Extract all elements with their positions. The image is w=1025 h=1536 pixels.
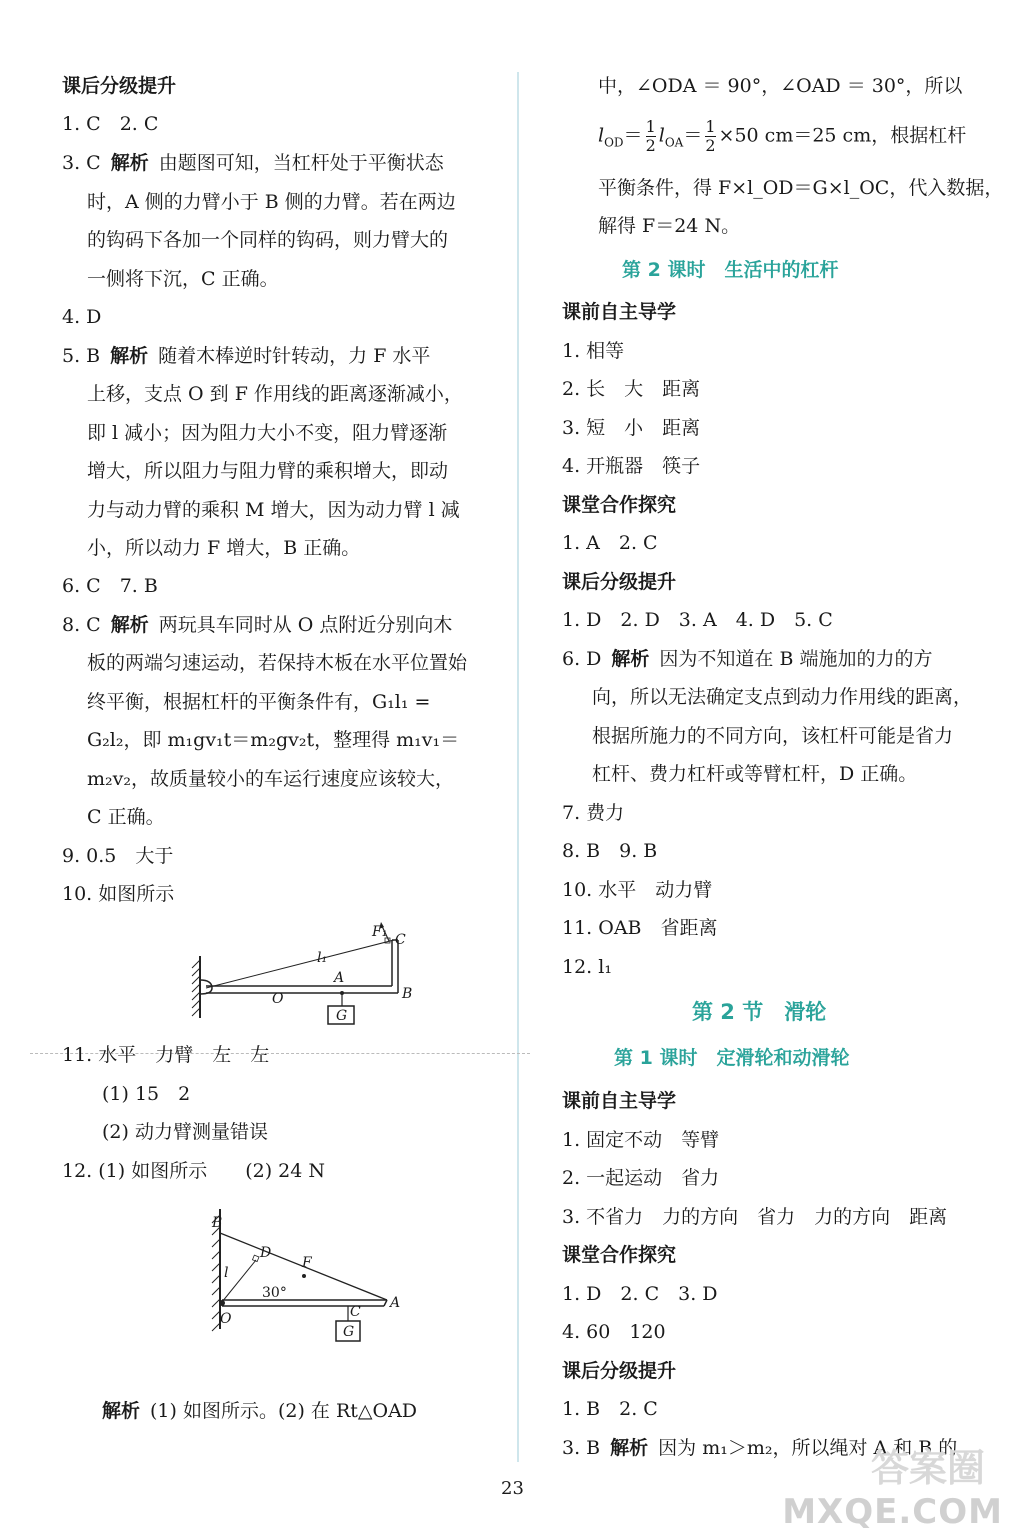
answer-text: 一侧将下沉，C 正确。: [87, 268, 279, 290]
label-A: A: [390, 1295, 401, 1311]
answer-text: 平衡条件，得 F×l_OD＝G×l_OC，代入数据，: [598, 177, 1004, 199]
lever-figure: [182, 918, 422, 1030]
answer-line: 1. 相等: [562, 340, 625, 362]
section-heading: 课前自主导学: [562, 301, 677, 323]
label-D: D: [260, 1245, 272, 1261]
section-heading: 课后分级提升: [562, 571, 677, 593]
lesson-title: 第 2 课时 生活中的杠杆: [622, 259, 839, 281]
answer-12-explanation: 解析 (1) 如图所示。(2) 在 Rt△OAD: [102, 1400, 418, 1422]
answer-text: 上移，支点 O 到 F 作用线的距离逐渐减小，: [87, 383, 463, 405]
answer-text: 板的两端匀速运动，若保持木板在水平位置始: [87, 652, 468, 674]
answer-11-1: (1) 15 2: [102, 1083, 191, 1105]
label-F: F: [302, 1255, 312, 1271]
label-C: C: [395, 932, 406, 948]
answer-line: 6. C 7. B: [62, 575, 158, 597]
label-O: O: [272, 991, 284, 1007]
answer-line: 1. 固定不动 等臂: [562, 1129, 720, 1151]
answer-11: 11. 水平 力臂 左 左: [62, 1044, 270, 1066]
answer-text: m₂v₂，故质量较小的车运行速度应该较大，: [87, 768, 454, 790]
answer-text: 向，所以无法确定支点到动力作用线的距离，: [592, 686, 973, 708]
answer-text: G₂l₂，即 m₁gv₁t＝m₂gv₂t，整理得 m₁v₁＝: [87, 729, 460, 751]
answer-text: 时，A 侧的力臂小于 B 侧的力臂。若在两边: [87, 191, 456, 213]
section-heading: 课堂合作探究: [562, 1244, 677, 1266]
answer-text: 中，∠ODA ＝ 90°，∠OAD ＝ 30°，所以: [598, 75, 963, 97]
answer-text: 终平衡，根据杠杆的平衡条件有，G₁l₁ =: [87, 691, 431, 713]
answer-text: 即 l 减小；因为阻力大小不变，阻力臂逐渐: [87, 422, 448, 444]
page-number: 23: [501, 1478, 524, 1499]
section-title: 第 2 节 滑轮: [692, 1000, 827, 1024]
answer-line: 1. D 2. D 3. A 4. D 5. C: [562, 609, 833, 631]
lesson-title: 第 1 课时 定滑轮和动滑轮: [614, 1047, 850, 1069]
answer-line: 2. 一起运动 省力: [562, 1167, 720, 1189]
label-A: A: [334, 970, 345, 986]
fraction: $\frac{1}{2}$: [705, 117, 716, 155]
answer-8: 8. C 解析 两玩具车同时从 O 点附近分别向木: [62, 614, 453, 636]
label-angle: 30°: [262, 1285, 287, 1301]
answer-3: 3. B 解析 因为 m₁＞m₂，所以绳对 A 和 B 的: [562, 1437, 958, 1459]
answer-12: 12. (1) 如图所示 (2) 24 N: [62, 1160, 326, 1182]
answer-line: 4. 60 120: [562, 1321, 666, 1343]
label-G: G: [336, 1008, 348, 1024]
label-B: B: [402, 986, 413, 1002]
answer-text: 力与动力臂的乘积 M 增大，因为动力臂 l 减: [87, 499, 460, 521]
triangle-figure: [202, 1205, 422, 1355]
answer-4: 4. D: [62, 306, 102, 328]
label-B: B: [212, 1215, 223, 1231]
answer-text: 小，所以动力 F 增大，B 正确。: [87, 537, 361, 559]
answer-line: 7. 费力: [562, 802, 625, 824]
answer-line: 2. 长 大 距离: [562, 378, 701, 400]
answer-text: 解得 F＝24 N。: [598, 215, 741, 237]
answer-line: 8. B 9. B: [562, 840, 658, 862]
answer-line: 10. 水平 动力臂: [562, 879, 713, 901]
label-O: O: [220, 1311, 232, 1327]
fraction: $\frac{1}{2}$: [645, 117, 656, 155]
answer-line: 1. D 2. C 3. D: [562, 1283, 718, 1305]
answer-6: 6. D 解析 因为不知道在 B 端施加的力的方: [562, 648, 933, 670]
answer-5: 5. B 解析 随着木棒逆时针转动，力 F 水平: [62, 345, 431, 367]
answer-line: 11. OAB 省距离: [562, 917, 718, 939]
section-heading: 课堂合作探究: [562, 494, 677, 516]
answer-line: 1. B 2. C: [562, 1398, 658, 1420]
column-divider: [517, 72, 519, 1462]
answer-line: 1. C 2. C: [62, 113, 159, 135]
answer-11-2: (2) 动力臂测量错误: [102, 1121, 268, 1143]
section-heading: 课后分级提升: [62, 75, 177, 97]
answer-text: 杠杆、费力杠杆或等臂杠杆，D 正确。: [592, 763, 918, 785]
answer-text: 增大，所以阻力与阻力臂的乘积增大，即动: [87, 460, 449, 482]
label-F1: F₁: [372, 924, 388, 940]
answer-text: C 正确。: [87, 806, 165, 828]
answer-10: 10. 如图所示: [62, 883, 175, 905]
answer-line: 3. 短 小 距离: [562, 417, 701, 439]
answer-3: 3. C 解析 由题图可知，当杠杆处于平衡状态: [62, 152, 444, 174]
answer-line: 1. A 2. C: [562, 532, 658, 554]
watermark: MXQE.COM: [782, 1492, 1003, 1532]
label-l1: l₁: [317, 950, 328, 966]
section-heading: 课后分级提升: [562, 1360, 677, 1382]
answer-9: 9. 0.5 大于: [62, 845, 174, 867]
watermark-logo: 答案圈: [870, 1446, 985, 1490]
answer-text: 根据所施力的不同方向，该杠杆可能是省力: [592, 725, 954, 747]
section-heading: 课前自主导学: [562, 1090, 677, 1112]
answer-line: 3. 不省力 力的方向 省力 力的方向 距离: [562, 1206, 948, 1228]
label-G: G: [343, 1324, 355, 1340]
answer-text: 的钩码下各加一个同样的钩码，则力臂大的: [87, 229, 449, 251]
answer-line: 4. 开瓶器 筷子: [562, 455, 701, 477]
formula-line: $l_{OD}=$ $\frac{1}{2}$ $l_{OA}=$ $\frac{1}{2}$ ×50 cm＝25 cm，根据杠杆: [598, 117, 967, 155]
label-l: l: [224, 1265, 229, 1281]
answer-line: 12. l₁: [562, 956, 612, 978]
label-C: C: [350, 1304, 361, 1320]
